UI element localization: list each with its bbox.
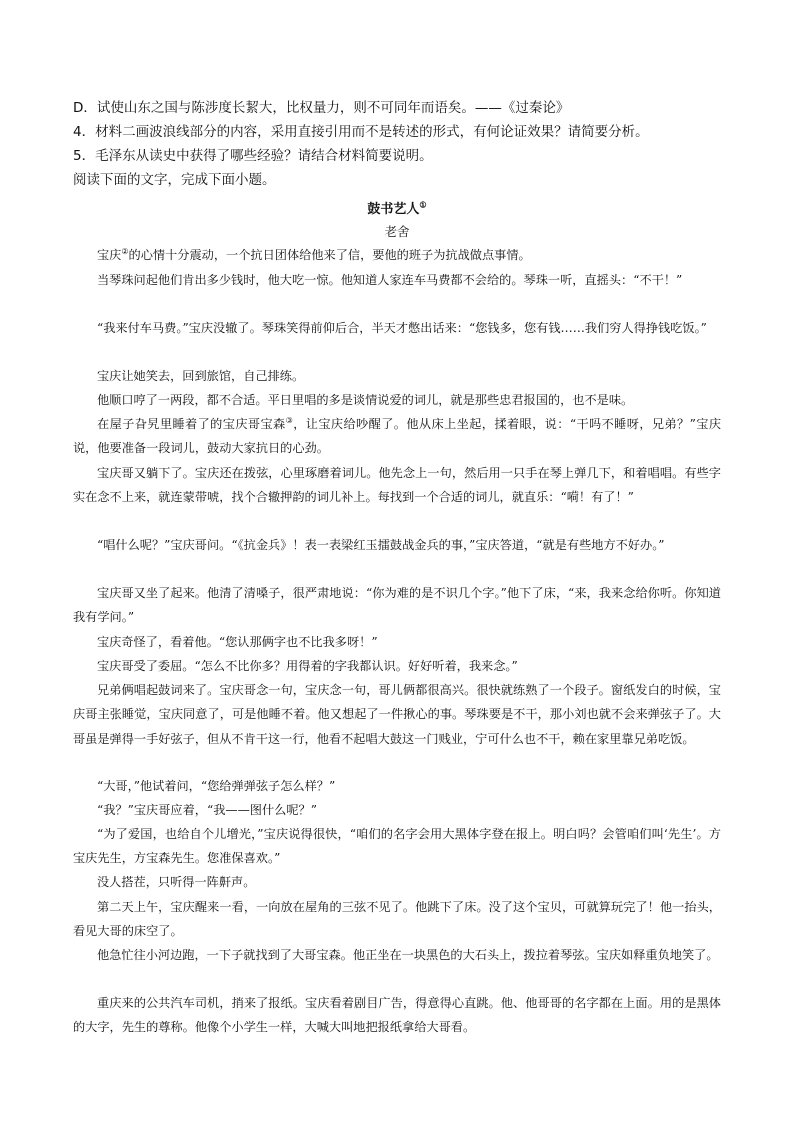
paragraph-text: 当琴珠问起他们肯出多少钱时，他大吃一惊。他知道人家连车马费都不会给的。琴珠一听，直摇头：“不干！” <box>97 273 683 287</box>
article-paragraph <box>73 774 721 798</box>
paragraph-text: 的心情十分震动，一个抗日团体给他来了信，要他的班子为抗战做点事情。 <box>128 248 531 262</box>
paragraph-text: “为了爱国，也给自个儿增光，”宝庆说得很快，“咱们的名字会用大黑体字登在报上。明白吗？会管咱们叫‘先生’。方宝庆先生，方宝森先生。您准保喜欢。” <box>73 827 721 866</box>
paragraph-text: ，让宝庆给吵醒了。他从床上坐起，揉着眼，说：“干吗不睡呀，兄弟？”宝庆说，他要准备一段词儿，鼓动大家抗日的心劲。 <box>73 417 722 456</box>
article-paragraph <box>73 822 721 871</box>
paragraph-text: 宝庆让她笑去，回到旅馆，自己排练。 <box>97 369 305 383</box>
article-paragraph <box>73 654 721 678</box>
paragraph-text: 他顺口哼了一两段，都不合适。平日里唱的多是谈情说爱的词儿，就是那些忠君报国的，也不是味。 <box>97 393 634 407</box>
article-paragraph <box>73 461 721 510</box>
paragraph-text: 他急忙往小河边跑，一下子就找到了大哥宝森。他正坐在一块黑色的大石头上，拨拉着琴弦。宝庆如释重负地笑了。 <box>97 948 719 962</box>
article-paragraph <box>73 870 721 894</box>
paragraph-text: “我来付车马费。”宝庆没辙了。琴珠笑得前仰后合，半天才憋出话来：“您钱多，您有钱……我们穷人得挣钱吃饭。” <box>97 321 707 335</box>
paragraph-text: “我？”宝庆哥应着，“我——图什么呢？” <box>97 803 317 817</box>
option-d-text: D．试使山东之国与陈涉度长絜大，比权量力，则不可同年而语矣。——《过秦论》 <box>73 100 570 116</box>
article-title-text: 鼓书艺人 <box>367 202 420 217</box>
paragraph-text: 宝庆哥受了委屈。“怎么不比你多？用得着的字我都认识。好好听着，我来念。” <box>97 659 518 673</box>
article-paragraph <box>73 533 721 557</box>
article-paragraph <box>73 388 721 412</box>
footnote-marker: ② <box>121 246 129 256</box>
title-footnote-marker: ① <box>419 199 427 210</box>
article-paragraph <box>73 943 721 967</box>
paragraph-text: “唱什么呢？”宝庆哥问。“《抗金兵》！表一表梁红玉擂鼓战金兵的事，”宝庆答道，“就是有些地方不好办。” <box>97 538 665 552</box>
question-5: 5．毛泽东从读史中获得了哪些经验？请结合材料简要说明。 <box>73 148 433 164</box>
article-paragraph <box>73 268 721 292</box>
paragraph-text: 兄弟俩唱起鼓词来了。宝庆哥念一句，宝庆念一句，哥儿俩都很高兴。很快就练熟了一个段子。窗纸发白的时候，宝庆哥主张睡觉，宝庆同意了，可是他睡不着。他又想起了一件揪心的事。琴珠要是不干，那小刘也就不会来弹弦子了。大哥虽是弹得一手好弦子，但从不肯干这一行，他看不起唱大鼓这一门贱业，宁可什么也不干，赖在家里靠兄弟吃饭。 <box>73 683 721 746</box>
article-title <box>0 198 794 217</box>
article-paragraph <box>73 895 721 944</box>
paragraph-text: 宝庆哥又坐了起来。他清了清嗓子，很严肃地说：“你为难的是不识几个字。”他下了床，“来，我来念给你听。你知道我有学问。” <box>73 586 721 625</box>
paragraph-text: 宝庆哥又躺下了。宝庆还在拨弦，心里琢磨着词儿。他先念上一句，然后用一只手在琴上弹几下，和着唱唱。有些字实在念不上来，就连蒙带唬，找个合辙押韵的词儿补上。每找到一个合适的词儿，就直乐：“嗬！有了！” <box>73 466 721 505</box>
article-paragraph <box>73 316 721 340</box>
article-paragraph <box>73 991 721 1040</box>
article-paragraph <box>73 678 721 751</box>
article-paragraph <box>73 581 721 630</box>
reading-instruction: 阅读下面的文字，完成下面小题。 <box>73 172 276 188</box>
paragraph-text: 第二天上午，宝庆醒来一看，一向放在屋角的三弦不见了。他跳下了床。没了这个宝贝，可就算玩完了！他一抬头，看见大哥的床空了。 <box>73 900 721 939</box>
paragraph-text: 没人搭茬，只听得一阵鼾声。 <box>97 875 256 889</box>
article-paragraph <box>73 412 721 461</box>
paragraph-text: “大哥，”他试着问，“您给弹弹弦子怎么样？” <box>97 779 336 793</box>
paragraph-text: 在屋子旮旯里睡着了的宝庆哥宝森 <box>97 417 286 431</box>
article-paragraph <box>73 243 721 267</box>
article-paragraph <box>73 364 721 388</box>
paragraph-text: 重庆来的公共汽车司机，捎来了报纸。宝庆看着剧目广告，得意得心直跳。他、他哥哥的名字都在上面。用的是黑体的大字，先生的尊称。他像个小学生一样，大喊大叫地把报纸拿给大哥看。 <box>73 996 721 1035</box>
article-paragraph <box>73 630 721 654</box>
question-4: 4．材料二画波浪线部分的内容，采用直接引用而不是转述的形式，有何论证效果？请简要分析。 <box>73 124 649 140</box>
article-author: 老舍 <box>384 224 410 239</box>
footnote-marker: ③ <box>285 415 294 425</box>
paragraph-text: 宝庆奇怪了，看着他。“您认那俩字也不比我多呀！” <box>97 635 378 649</box>
paragraph-text: 宝庆 <box>97 248 122 262</box>
article-paragraph <box>73 798 721 822</box>
